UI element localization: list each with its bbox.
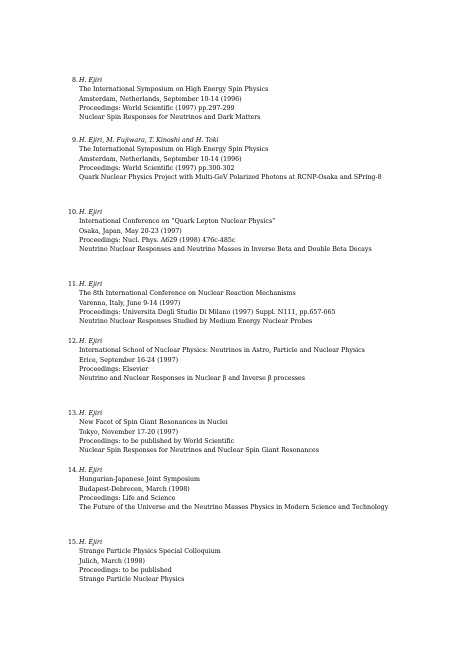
entry-author: H. Ejiri [79, 410, 103, 417]
entry-location-date: Tokyo, November 17-20 (1997) [79, 428, 179, 436]
entry-number: 15. [67, 539, 78, 546]
entry-body [79, 280, 407, 326]
entry-proceedings: Proceedings: Universita Degli Studio Di Milano (1997) Suppl. N111, pp.657-665 [79, 308, 336, 316]
entry-conference: The International Symposium on High Energy Spin Physics [79, 146, 269, 154]
entry-body [79, 337, 407, 383]
entry-proceedings: Proceedings: Life and Science [79, 494, 176, 502]
entry-conference: Strange Particle Physics Special Colloquium [79, 548, 221, 556]
entry-location-date: Budapest-Debrecen, March (1998) [79, 485, 190, 493]
entry-body [79, 136, 407, 182]
entry-author: H. Ejiri [79, 467, 103, 474]
entry-number: 12. [67, 338, 78, 345]
entry-body [79, 466, 407, 512]
entry-body [79, 208, 407, 254]
entry-conference: Hungarian-Japanese Joint Symposium [79, 476, 201, 484]
entry-title: Quark Nuclear Physics Project with Multi-GeV Polarized Photons at RCNP-Osaka and SPring-8 [79, 174, 382, 182]
entry-title: Neutrino and Nuclear Responses in Nuclear β and Inverse β processes [79, 375, 305, 383]
entry-location-date: Varenna, Italy, June 9-14 (1997) [79, 299, 181, 307]
entry-number: 13. [67, 410, 78, 417]
entry-title: Neutrino Nuclear Responses and Neutrino Masses in Inverse Beta and Double Beta Decays [79, 246, 372, 254]
entry-number: 9. [71, 137, 78, 144]
entry-number: 14. [67, 467, 78, 474]
entry-conference: The 8th International Conference on Nuclear Reaction Mechanisms [79, 290, 296, 298]
entry-author: H. Ejiri [79, 77, 103, 84]
entry-location-date: Amsterdam, Netherlands, September 10-14 (1996) [79, 95, 242, 103]
entry-author: H. Ejiri [79, 209, 103, 216]
entry-title: Nuclear Spin Responses for Neutrinos and Dark Matters [79, 114, 261, 122]
entry-author: H. Ejiri [79, 539, 103, 546]
entry-number: 11. [67, 281, 78, 288]
entry-conference: International School of Nuclear Physics: Neutrinos in Astro, Particle and Nuclear Physics [79, 347, 365, 355]
entry-proceedings: Proceedings: to be published by World Scientific [79, 437, 235, 445]
entry-author: H. Ejiri, M. Fujiwara, T. Kinoshi and H. Toki [79, 137, 219, 144]
entry-number: 8. [71, 77, 78, 84]
entry-conference: International Conference on “Quark Lepton Nuclear Physics” [79, 218, 276, 226]
entry-title: Nuclear Spin Responses for Neutrinos and Nuclear Spin Giant Resonances [79, 447, 319, 455]
entry-location-date: Erice, September 16-24 (1997) [79, 356, 179, 364]
entry-body [79, 538, 407, 584]
entry-author: H. Ejiri [79, 281, 103, 288]
entry-location-date: Osaka, Japan, May 20-23 (1997) [79, 227, 182, 235]
entry-proceedings: Proceedings: World Scientific (1997) pp.300-302 [79, 164, 235, 172]
entry-conference: The International Symposium on High Energy Spin Physics [79, 86, 269, 94]
entry-location-date: Julich, March (1998) [79, 557, 145, 565]
entry-body [79, 76, 407, 122]
entry-author: H. Ejiri [79, 338, 103, 345]
entry-proceedings: Proceedings: Elsevier [79, 365, 149, 373]
entry-title: Neutrino Nuclear Responses Studied by Medium Energy Nuclear Probes [79, 318, 313, 326]
entry-proceedings: Proceedings: Nucl. Phys. A629 (1998) 476c-485c [79, 236, 236, 244]
entry-proceedings: Proceedings: to be published [79, 566, 172, 574]
entry-title: Strange Particle Nuclear Physics [79, 576, 185, 584]
entry-body [79, 409, 407, 455]
entry-location-date: Amsterdam, Netherlands, September 10-14 (1996) [79, 155, 242, 163]
entry-proceedings: Proceedings: World Scientific (1997) pp.297-299 [79, 104, 235, 112]
entry-title: The Future of the Universe and the Neutrino Masses Physics in Modern Science and Technology [79, 504, 389, 512]
entry-number: 10. [67, 209, 78, 216]
entry-conference: New Facet of Spin Giant Resonances in Nuclei [79, 419, 228, 427]
